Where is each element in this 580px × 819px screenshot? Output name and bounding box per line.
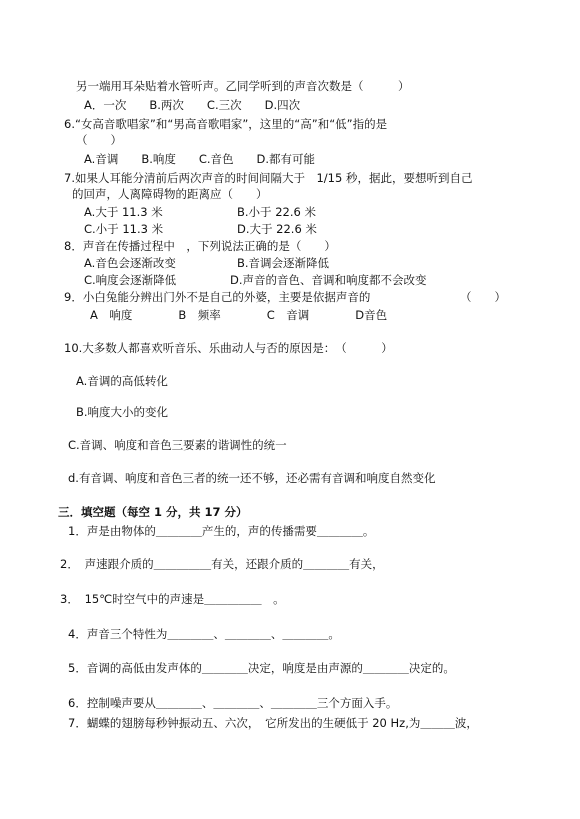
q9-stem: 9．小白兔能分辨出门外不是自己的外婆，主要是依据声音的 — [64, 290, 371, 304]
q8-option-a: A.音色会逐渐改变 — [84, 256, 176, 270]
q6-answer-bracket: （ ） — [76, 133, 122, 147]
section-heading-fill-in: 三．填空题（每空 1 分，共 17 分） — [58, 505, 248, 519]
q10-option-c: C.音调、响度和音色三要素的谐调性的统一 — [68, 438, 287, 452]
fill-q6: 6．控制噪声要从＿＿＿＿、＿＿＿＿、＿＿＿＿三个方面入手。 — [68, 696, 398, 710]
q5-options: A．一次 B.两次 C.三次 D.四次 — [84, 98, 301, 112]
q10-stem: 10.大多数人都喜欢听音乐、乐曲动人与否的原因是： （ ） — [64, 341, 393, 355]
fill-q3: 3． 15℃时空气中的声速是＿＿＿＿＿ 。 — [60, 592, 285, 606]
q5-continuation: 另一端用耳朵贴着水管听声。乙同学听到的声音次数是（ ） — [76, 79, 410, 93]
q7-option-a: A.大于 11.3 米 — [84, 205, 163, 219]
fill-q4: 4．声音三个特性为＿＿＿＿、＿＿＿＿、＿＿＿＿。 — [68, 627, 340, 641]
q8-option-d: D.声音的音色、音调和响度都不会改变 — [230, 273, 427, 287]
q6-options: A.音调 B.响度 C.音色 D.都有可能 — [84, 152, 316, 166]
q7-option-c: C.小于 11.3 米 — [84, 222, 164, 236]
q8-option-b: B.音调会逐渐降低 — [237, 256, 330, 270]
fill-q2: 2． 声速跟介质的＿＿＿＿＿有关，还跟介质的＿＿＿＿有关， — [60, 557, 384, 571]
q10-option-d: d.有音调、响度和音色三者的统一还不够，还必需有音调和响度自然变化 — [68, 471, 436, 485]
q8-option-c: C.响度会逐渐降低 — [84, 273, 177, 287]
q10-option-b: B.响度大小的变化 — [76, 405, 169, 419]
q10-option-a: A.音调的高低转化 — [76, 374, 168, 388]
q6-stem: 6.“女高音歌唱家”和“男高音歌唱家”，这里的“高”和“低”指的是 — [64, 117, 388, 131]
fill-q7: 7．蝴蝶的翅膀每秒钟振动五、六次， 它所发出的生硬低于 20 Hz,为＿＿＿波， — [68, 716, 478, 730]
q9-answer-bracket: （ ） — [460, 290, 506, 304]
q8-stem: 8．声音在传播过程中 ，下列说法正确的是（ ） — [64, 239, 336, 253]
q7-stem-cont: 的回声，人离障碍物的距离应（ ） — [72, 187, 268, 201]
fill-q5: 5．音调的高低由发声体的＿＿＿＿决定，响度是由声源的＿＿＿＿决定的。 — [68, 661, 455, 675]
fill-q1: 1．声是由物体的＿＿＿＿产生的，声的传播需要＿＿＿＿。 — [68, 524, 375, 538]
q7-stem: 7.如果人耳能分清前后两次声音的时间间隔大于 1/15 秒，据此，要想听到自己 — [64, 171, 473, 185]
q9-options: A 响度 B 频率 C 音调 D音色 — [90, 308, 388, 322]
q7-option-b: B.小于 22.6 米 — [237, 205, 316, 219]
q7-option-d: D.大于 22.6 米 — [237, 222, 317, 236]
